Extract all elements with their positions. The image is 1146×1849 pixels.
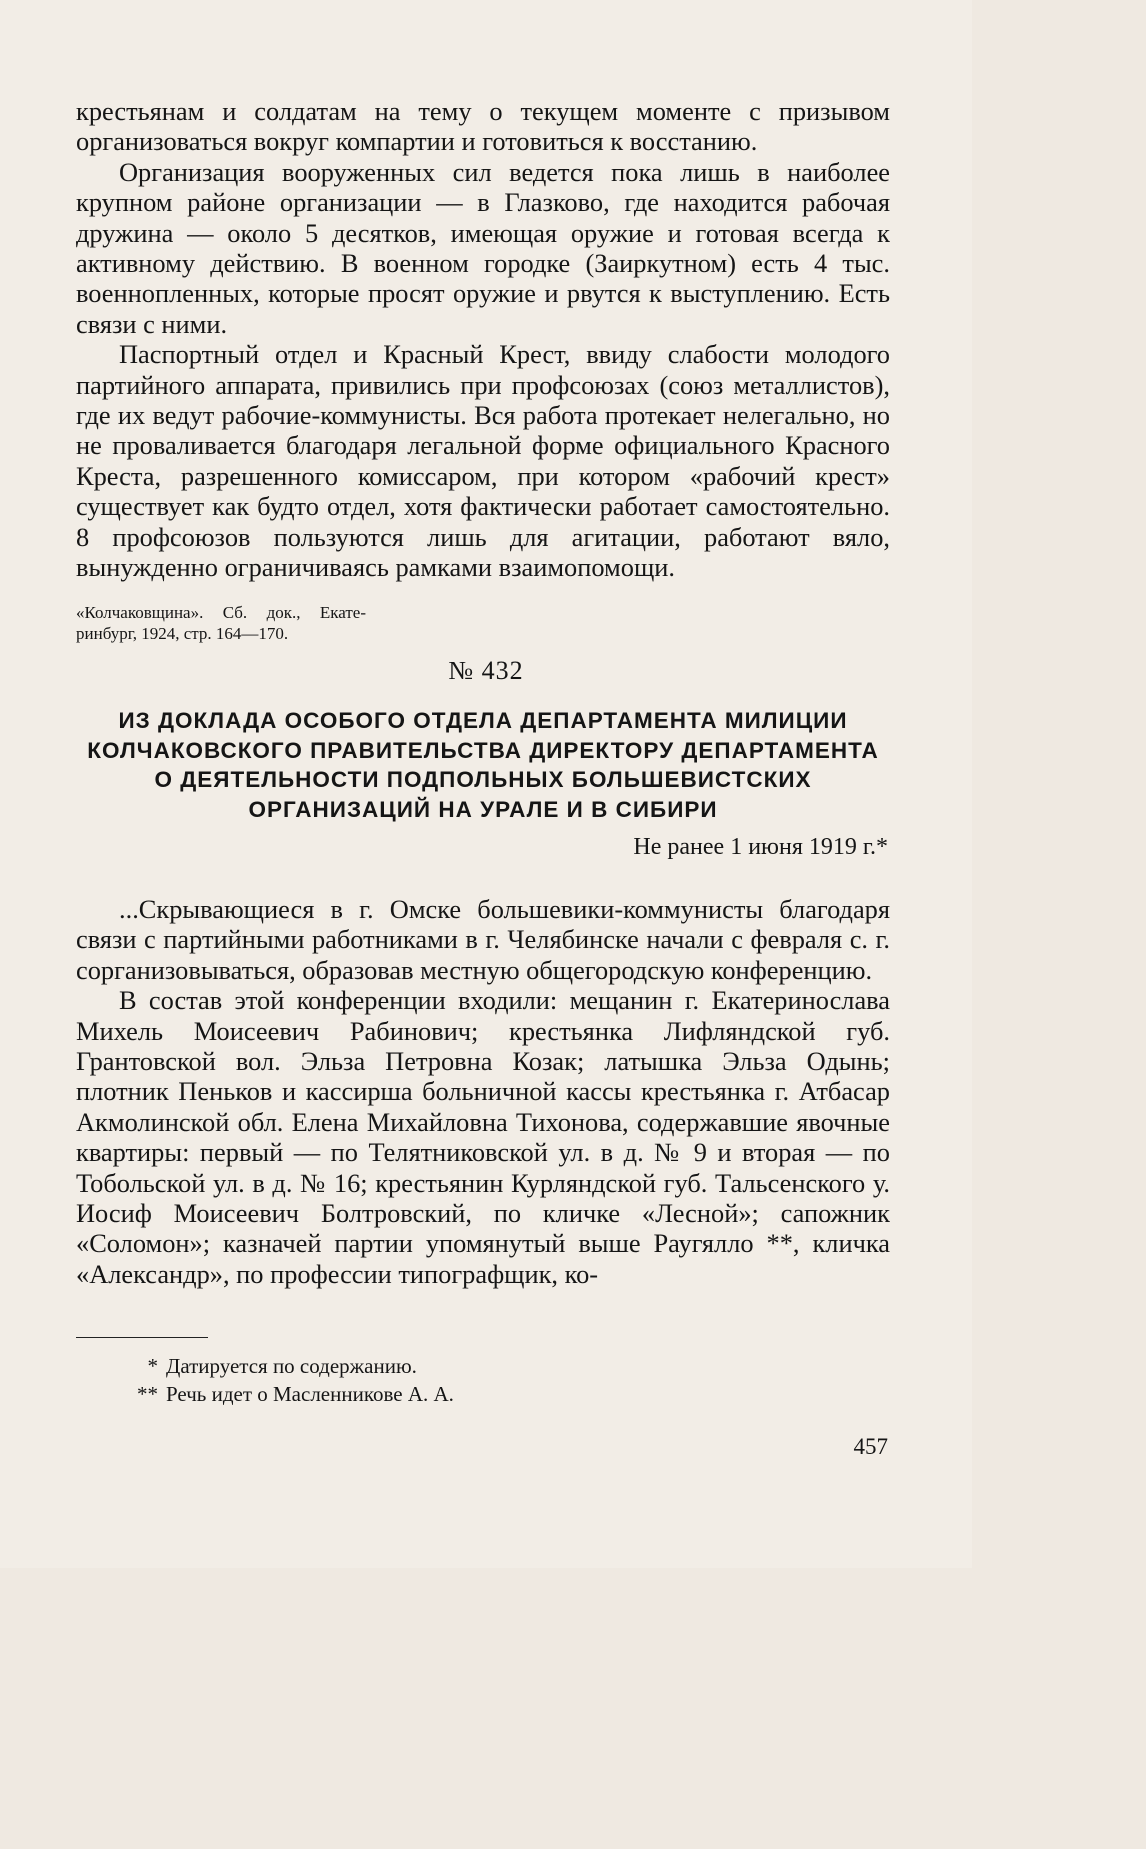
footnote-mark: **	[137, 1382, 158, 1406]
page-number: 457	[853, 1434, 888, 1459]
heading-line: ОРГАНИЗАЦИЙ НА УРАЛЕ И В СИБИРИ	[248, 796, 718, 822]
footnote-mark: *	[147, 1354, 158, 1378]
document-date: Не ранее 1 июня 1919 г.*	[633, 834, 888, 860]
paragraph-passport-department: Паспортный отдел и Красный Крест, ввиду слабости молодого партийного аппарата, привились при профсоюзах (союз металлистов), где их ведут рабочие-коммунисты. Вся работа протекает нелегально, но не проваливается благодаря легальной форме официального Красного Креста, разрешенного комиссаром, при котором «рабочий крест» существует как будто отдел, хотя фактически работает самостоятельно. 8 профсоюзов пользуются лишь для агитации, работают вяло, вынужденно ограничиваясь рамками взаимопомощи.	[76, 339, 890, 583]
source-citation: «Колчаковщина». Сб. док., Екатеринбург, 1924, стр. 164—170.	[76, 603, 366, 643]
heading-line: ИЗ ДОКЛАДА ОСОБОГО ОТДЕЛА ДЕПАРТАМЕНТА МИЛИЦИИ	[118, 708, 848, 733]
footnote-text: Речь идет о Масленникове А. А.	[166, 1382, 454, 1406]
document-number: № 432	[448, 656, 524, 685]
bottom-text-block	[76, 894, 890, 1289]
paragraph-omsk-bolsheviks: ...Скрывающиеся в г. Омске большевики-коммунисты благодаря связи с партийными работниками в г. Челябинске начали с февраля с. г. сорганизовываться, образовав местную общегородскую конференцию.	[76, 894, 890, 985]
paragraph-continuation: крестьянам и солдатам на тему о текущем моменте с призывом организоваться вокруг компартии и готовиться к восстанию.	[76, 96, 890, 157]
paragraph-armed-forces: Организация вооруженных сил ведется пока лишь в наиболее крупном районе организации — в Глазково, где находится рабочая дружина — около 5 десятков, имеющая оружие и готовая всегда к активному действию. В военном городке (Заиркутном) есть 4 тыс. военнопленных, которые просят оружие и рвутся к выступлению. Есть связи с ними.	[76, 156, 890, 339]
footnotes	[130, 1352, 830, 1408]
footnote-text: Датируется по содержанию.	[166, 1354, 417, 1378]
heading-line: О ДЕЯТЕЛЬНОСТИ ПОДПОЛЬНЫХ БОЛЬШЕВИСТСКИХ	[154, 767, 812, 792]
top-text-block	[76, 96, 890, 583]
footnote	[130, 1352, 830, 1380]
heading-line: КОЛЧАКОВСКОГО ПРАВИТЕЛЬСТВА ДИРЕКТОРУ ДЕПАРТАМЕНТА	[87, 737, 879, 763]
document-heading	[76, 706, 890, 824]
footnote	[130, 1380, 830, 1408]
footnote-divider	[76, 1337, 208, 1338]
paragraph-conference-members: В состав этой конференции входили: мещанин г. Екатеринослава Михель Моисеевич Рабинович; крестьянка Лифляндской губ. Грантовской вол. Эльза Петровна Козак; латышка Эльза Одынь; плотник Пеньков и кассирша больничной кассы крестьянка г. Атбасар Акмолинской обл. Елена Михайловна Тихонова, содержавшие явочные квартиры: первый — по Телятниковской ул. в д. № 9 и вторая — по Тобольской ул. в д. № 16; крестьянин Курляндской губ. Тальсенского у. Иосиф Моисеевич Болтровский, по кличке «Лесной»; сапожник «Соломон»; казначей партии упомянутый выше Раугялло **, кличка «Александр», по профессии типографщик, ко-	[76, 985, 890, 1289]
